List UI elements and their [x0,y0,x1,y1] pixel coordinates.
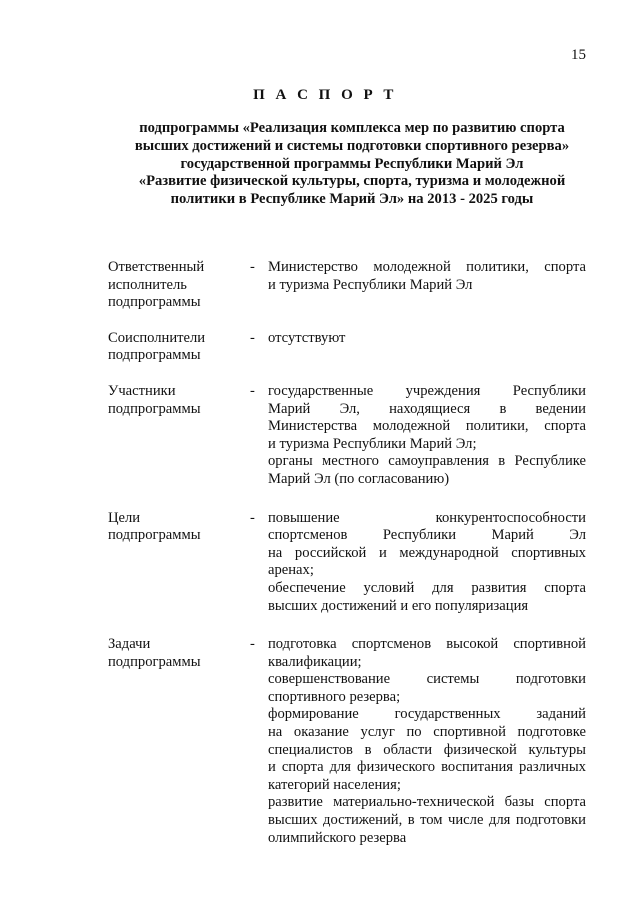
row-value-line [268,545,586,563]
value-word: развития [471,579,527,596]
value-word: спортивных [511,544,586,561]
subtitle-line: государственной программы Республики Марий Эл [180,155,524,172]
row-label-line: подпрограммы [108,294,201,311]
document-title: П А С П О Р Т [253,87,397,103]
passport-row-responsible-executor [108,259,588,312]
row-value-line [268,580,586,598]
value-word: числе [448,812,484,829]
value-word: спортсменов [268,527,348,544]
subtitle-line: подпрограммы «Реализация комплекса мер по развитию спорта [139,120,565,136]
value-word: спортивной [433,724,506,741]
passport-table [108,259,588,847]
row-label-line: подпрограммы [108,347,201,364]
value-word: местного [321,453,379,470]
row-value-line [268,510,586,528]
value-word: спорта [544,579,586,596]
value-word: международной [399,544,499,561]
row-label [108,259,250,312]
row-value-line [268,706,586,724]
row-value-line: Марий Эл (по согласованию) [268,470,450,487]
row-value [268,259,586,294]
value-word: политики, [465,418,529,435]
row-label-line: подпрограммы [108,400,201,417]
passport-row-participants [108,383,588,489]
row-value-line: высших достижений и его популяризация [268,597,529,614]
row-value [268,510,586,616]
value-word: государственных [394,706,501,723]
value-word: в [499,400,507,417]
value-word: системы [426,671,480,688]
row-label-line: Соисполнители [108,329,206,346]
value-word: базы [504,794,535,811]
value-word: физической [443,741,517,758]
value-word: физического [357,759,436,776]
row-dash: - [250,259,255,275]
row-label [108,383,250,418]
value-word: конкурентоспособности [435,509,586,526]
value-word: высших [268,812,318,829]
value-word: обеспечение [268,579,346,596]
value-word: области [383,741,433,758]
value-word: Эл, [339,400,360,417]
value-word: формирование [268,706,359,723]
value-word: учреждения [405,382,481,399]
value-word: Республике [514,453,586,470]
value-word: на [268,724,283,741]
row-label [108,636,250,671]
row-value-line [268,636,586,654]
row-value-line: аренах; [268,562,314,579]
row-value-line [268,759,586,777]
value-word: на [268,544,283,561]
value-word: спорта [281,759,324,776]
row-label-line: подпрограммы [108,527,201,544]
value-word: повышение [268,509,340,526]
row-value-line [268,812,586,830]
value-word: по [406,724,422,741]
row-dash: - [250,509,255,526]
row-value-line [268,383,586,401]
row-label-line: Цели [108,509,141,526]
value-word: находящиеся [389,400,471,417]
subtitle-line: «Развитие физической культуры, спорта, туризма и молодежной [138,173,566,190]
value-word: и [268,759,276,776]
row-value-line [268,527,586,545]
value-word: подготовке [517,724,586,741]
row-label-line: Участники [108,382,176,399]
value-word: специалистов [268,741,353,758]
row-label-line: Ответственный [108,259,205,275]
value-word: и [378,544,387,561]
row-label-line: подпрограммы [108,653,201,670]
value-word: Марий [268,400,311,417]
row-value-line [268,794,586,812]
value-word: воспитания [441,759,514,776]
value-word: для [329,759,351,776]
row-value [268,330,586,348]
value-word: том [420,812,443,829]
row-value-line [268,259,586,277]
value-word: спорта [544,794,586,811]
value-word: подготовки [515,671,586,688]
value-word: подготовка [268,636,337,653]
value-word: в [498,453,506,470]
row-value-line: спортивного резерва; [268,688,401,705]
value-word: оказание [293,724,349,741]
value-word: Республики [512,382,586,399]
value-word: в [407,812,415,829]
subtitle-line: политики в Республике Марий Эл» на 2013 - 2025 годы [170,191,534,208]
row-value-line [268,401,586,419]
value-word: услуг [360,724,395,741]
page-number: 15 [571,47,586,63]
value-word: российской [294,544,367,561]
value-word: Марий [491,527,534,544]
row-value-line: и туризма Республики Марий Эл [268,276,473,293]
row-value-line: и туризма Республики Марий Эл; [268,435,477,452]
row-value [268,636,586,847]
value-word: Министерство [268,259,358,275]
value-word: Республики [382,527,457,544]
passport-row-tasks [108,636,588,847]
value-word: государственные [268,382,374,399]
value-word: ведении [535,400,586,417]
row-value-line [268,724,586,742]
value-word: различных [519,759,586,776]
value-word: материально-технической [333,794,495,811]
value-word: для [488,812,511,829]
value-word: в [364,741,372,758]
row-label [108,510,250,545]
value-word: Эл [569,527,586,544]
row-dash: - [250,382,255,399]
value-word: достижений, [323,812,403,829]
row-label-line: исполнитель [108,276,187,293]
value-word: спорта [544,259,586,275]
row-dash: - [250,636,255,653]
passport-row-co-executors [108,330,588,365]
value-word: органы [268,453,313,470]
value-word: политики, [466,259,529,275]
row-value-line [268,418,586,436]
row-value-line: квалификации; [268,653,362,670]
row-label-line: Задачи [108,636,151,653]
subtitle-line: высших достижений и системы подготовки спортивного резерва» [134,137,570,154]
value-word: спортсменов [351,636,432,653]
value-word: молодежной [373,259,451,275]
value-word: спорта [544,418,586,435]
value-word: совершенствование [268,671,391,688]
row-value-line [268,671,586,689]
value-word: высокой [446,636,499,653]
value-word: культуры [528,741,586,758]
document-subtitle [108,120,596,209]
value-word: самоуправления [388,453,489,470]
row-value-line [268,742,586,760]
passport-row-goals [108,510,588,616]
row-dash: - [250,329,255,346]
value-word: заданий [536,706,586,723]
value-word: Министерства [268,418,358,435]
value-word: молодежной [372,418,451,435]
row-value-line: олимпийского резерва [268,829,407,846]
value-word: спортивной [513,636,586,653]
row-label [108,330,250,365]
value-word: подготовки [515,812,586,829]
row-value-line: категорий населения; [268,776,401,793]
value-word: для [432,579,454,596]
row-value [268,383,586,489]
value-word: условий [363,579,415,596]
row-value-line: отсутствуют [268,329,346,346]
value-word: развитие [268,794,323,811]
row-value-line [268,453,586,471]
